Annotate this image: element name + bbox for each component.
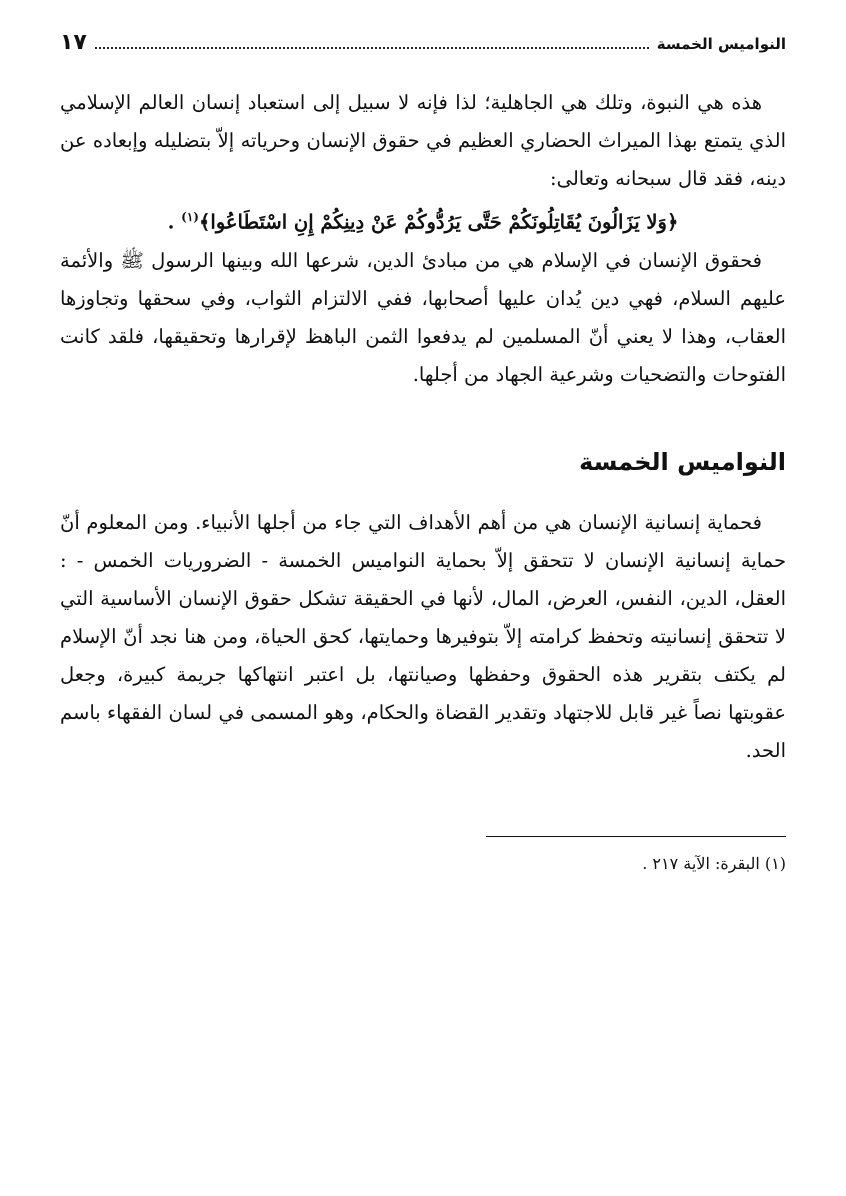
page-number: ١٧ xyxy=(60,30,87,55)
quran-verse: ﴿وَلا يَزَالُونَ يُقَاتِلُونَكُمْ حَتَّى يَرُدُّوكُمْ عَنْ دِينِكُمْ إِنِ اسْتَطَاعُوا﴾$^{(١)}$ . xyxy=(167,210,679,234)
paragraph-3: فحماية إنسانية الإنسان هي من أهم الأهداف التي جاء من أجلها الأنبياء. ومن المعلوم أنّ حماية إنسانية الإنسان لا تتحقق إلاّ بحماية النواميس الخمسة - الضروريات الخمس - : العقل، الدين، النفس، العرض، المال، لأنها في الحقيقة تشكل حقوق الإنسان الأساسية التي لا تتحقق إنسانيته وتحفظ كرامته إلاّ بتوفيرها وحمايتها، كحق الحياة، ومن هنا نجد أنّ الإسلام لم يكتف بتقرير هذه الحقوق وحفظها وصيانتها، بل اعتبر انتهاكها جريمة كبيرة، وجعل عقوبتها نصاً غير قابل للاجتهاد وتقدير القضاة والحكام، وهو المسمى في لسان الفقهاء باسم الحد. xyxy=(60,510,786,762)
section-heading: النواميس الخمسة xyxy=(579,447,786,476)
verse-footnote-ref: (١) xyxy=(181,210,199,224)
running-title: النواميس الخمسة xyxy=(656,35,786,53)
paragraph-1: هذه هي النبوة، وتلك هي الجاهلية؛ لذا فإنه لا سبيل إلى استعباد إنسان العالم الإسلامي الذي يتمتع بهذا الميراث الحضاري العظيم في حقوق الإنسان وحرياته إلاّ بتضليله وإبعاده عن دينه، فقد قال سبحانه وتعالى: xyxy=(60,91,786,190)
paragraph-2: فحقوق الإنسان في الإسلام هي من مبادئ الدين، شرعها الله وبينها الرسول ﷺ والأئمة عليهم السلام، فهي دين يُدان عليها أصحابها، ففي الالتزام الثواب، وفي سحقها وتجاوزها العقاب، وهذا لا يعني أنّ المسلمين لم يدفعوا الثمن الباهظ لإقرارها وتحقيقها، فلقد كانت الفتوحات والتضحيات وشرعية الجهاد من أجلها. xyxy=(60,248,786,386)
verse-text: ﴿وَلا يَزَالُونَ يُقَاتِلُونَكُمْ حَتَّى يَرُدُّوكُمْ عَنْ دِينِكُمْ إِنِ اسْتَطَاعُوا﴾ xyxy=(198,210,679,234)
running-header xyxy=(60,30,786,66)
footnote-divider xyxy=(486,836,786,837)
leader-dots xyxy=(95,47,649,49)
book-page xyxy=(60,30,786,1170)
footnote-1: (١) البقرة: الآية ٢١٧ . xyxy=(642,853,786,873)
